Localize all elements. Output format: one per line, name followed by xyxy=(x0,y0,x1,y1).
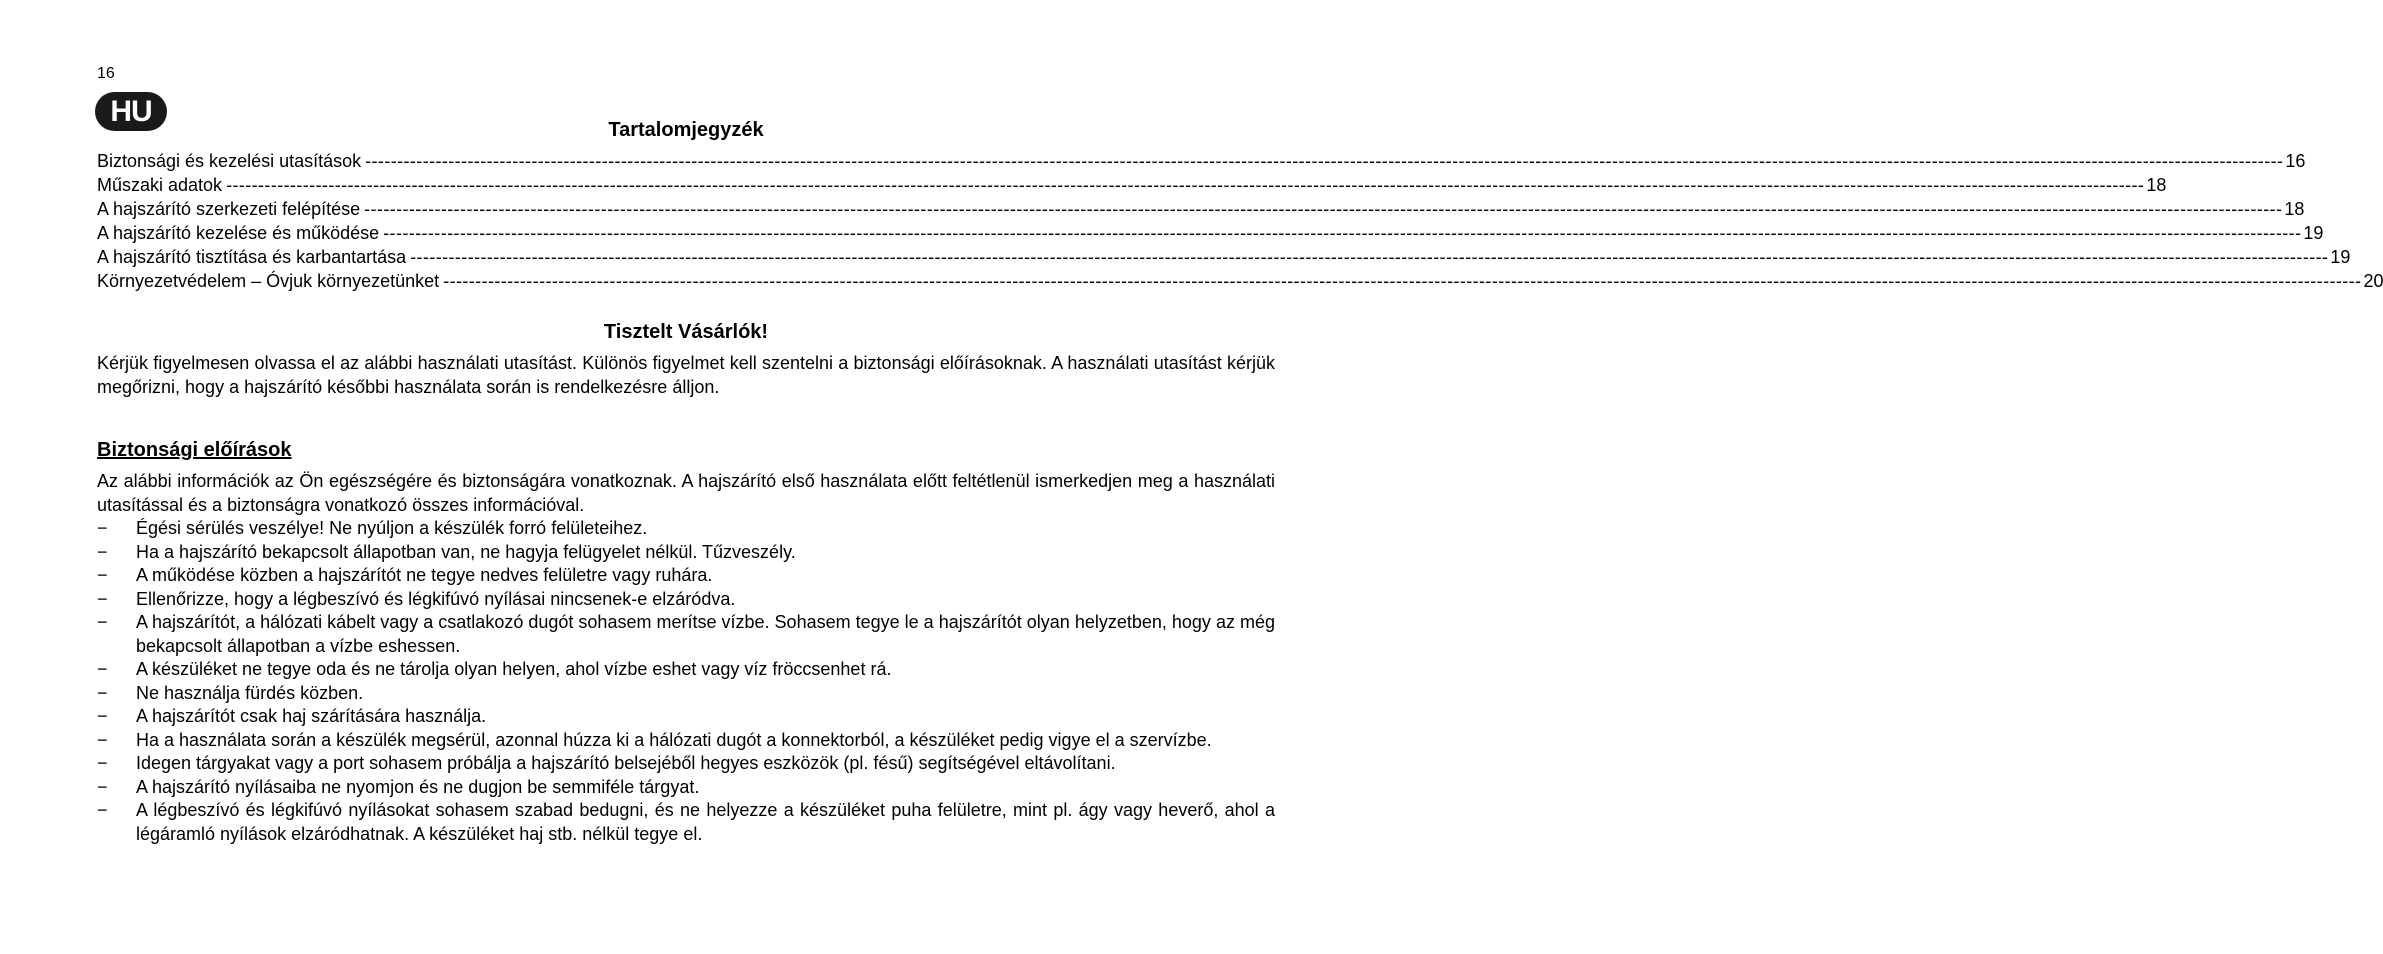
bullet-dash-icon: − xyxy=(97,706,108,726)
safety-list-item xyxy=(97,729,1275,753)
toc-entry-page: 20 xyxy=(2363,271,2383,291)
safety-item-text: Ne használja fürdés közben. xyxy=(136,682,364,703)
toc-leader-dashes: ------------------------------------------------------------------------------------------------------------------------------------------------------------------------------------------------------------------------------------------------------------------------------------------------------------ xyxy=(383,223,2302,243)
bullet-dash-icon: − xyxy=(97,659,108,679)
toc-entry-page: 18 xyxy=(2146,175,2167,195)
safety-item-text: A készüléket ne tegye oda és ne tárolja olyan helyen, ahol vízbe eshet vagy víz fröccsenhet rá. xyxy=(136,659,892,679)
toc-title: Tartalomjegyzék xyxy=(608,119,764,141)
toc-leader-dashes: ------------------------------------------------------------------------------------------------------------------------------------------------------------------------------------------------------------------------------------------------------------------------------------------------------------ xyxy=(226,175,2145,195)
bullet-dash-icon: − xyxy=(97,518,108,538)
bullet-dash-icon: − xyxy=(97,612,108,632)
safety-list-item xyxy=(97,776,1275,800)
safety-item-text: Ha a használata során a készülék megsérül, azonnal húzza ki a hálózati dugót a konnektorból, a készüléket pedig vigye el a szervízbe. xyxy=(136,729,1212,750)
safety-item-text: Ha a hajszárító bekapcsolt állapotban van, ne hagyja felügyelet nélkül. Tűzveszély. xyxy=(136,541,796,562)
bullet-dash-icon: − xyxy=(97,565,108,585)
greeting-title: Tisztelt Vásárlók! xyxy=(603,321,769,343)
safety-item-text: A hajszárítót, a hálózati kábelt vagy a csatlakozó dugót sohasem merítse vízbe. Sohasem tegye le a hajszárítót olyan helyzetben, hogy az még bekapcsolt állapotban a vízbe eshessen. xyxy=(136,612,1275,656)
safety-item-text: A hajszárító nyílásaiba ne nyomjon és ne dugjon be semmiféle tárgyat. xyxy=(136,776,700,797)
document-body xyxy=(97,117,2383,846)
toc-entry-page: 19 xyxy=(2330,247,2351,267)
safety-intro-paragraph: Az alábbi információk az Ön egészségére és biztonságára vonatkoznak. A hajszárító első használata előtt feltétlenül ismerkedjen meg a használati utasítással és a biztonságra vonatkozó összes információval. xyxy=(97,471,1275,515)
safety-list-item xyxy=(97,658,1275,682)
bullet-dash-icon: − xyxy=(97,776,108,797)
toc-entry-title: Műszaki adatok xyxy=(97,175,223,195)
toc-entry xyxy=(97,245,2351,269)
toc-entry-title: A hajszárító tisztítása és karbantartása xyxy=(97,247,407,267)
toc-leader-dashes: ------------------------------------------------------------------------------------------------------------------------------------------------------------------------------------------------------------------------------------------------------------------------------------------------------------ xyxy=(443,271,2362,291)
bullet-dash-icon: − xyxy=(97,800,108,820)
safety-item-text: Idegen tárgyakat vagy a port sohasem próbálja a hajszárító belsejéből hegyes eszközök (pl. fésű) segítségével eltávolítani. xyxy=(136,753,1116,773)
safety-list-item xyxy=(97,541,1275,565)
safety-list-item xyxy=(97,799,1275,846)
toc-entry-title: A hajszárító kezelése és működése xyxy=(97,223,380,243)
safety-heading: Biztonsági előírások xyxy=(97,439,292,461)
safety-list-item xyxy=(97,517,1275,541)
bullet-dash-icon: − xyxy=(97,588,108,609)
bullet-dash-icon: − xyxy=(97,753,108,773)
language-badge: HU xyxy=(95,92,167,131)
toc-entry-title: Biztonsági és kezelési utasítások xyxy=(97,151,362,171)
toc-entry xyxy=(97,269,2383,293)
safety-item-text: A légbeszívó és légkifúvó nyílásokat sohasem szabad bedugni, és ne helyezze a készüléket puha felületre, mint pl. ágy vagy heverő, ahol a légáramló nyílások elzáródhatnak. A készüléket haj stb. nélkül tegye el. xyxy=(136,800,1275,844)
toc-entry-title: Környezetvédelem – Óvjuk környezetünket xyxy=(97,271,440,291)
toc-entry-page: 19 xyxy=(2303,223,2324,243)
toc-leader-dashes: ------------------------------------------------------------------------------------------------------------------------------------------------------------------------------------------------------------------------------------------------------------------------------------------------------------ xyxy=(410,247,2329,267)
toc-entry-title: A hajszárító szerkezeti felépítése xyxy=(97,199,361,219)
bullet-dash-icon: − xyxy=(97,682,108,703)
safety-item-text: A hajszárítót csak haj szárítására használja. xyxy=(136,706,487,726)
bullet-dash-icon: − xyxy=(97,541,108,562)
page-number: 16 xyxy=(97,65,115,82)
safety-list-item xyxy=(97,705,1275,729)
toc-leader-dashes: ------------------------------------------------------------------------------------------------------------------------------------------------------------------------------------------------------------------------------------------------------------------------------------------------------------ xyxy=(365,151,2284,171)
safety-list-item xyxy=(97,564,1275,588)
intro-paragraph: Kérjük figyelmesen olvassa el az alábbi használati utasítást. Különös figyelmet kell szentelni a biztonsági előírásoknak. A használati utasítást kérjük megőrizni, hogy a hajszárító későbbi használata során is rendelkezésre álljon. xyxy=(97,353,1275,397)
toc-leader-dashes: ------------------------------------------------------------------------------------------------------------------------------------------------------------------------------------------------------------------------------------------------------------------------------------------------------------ xyxy=(364,199,2283,219)
table-of-contents xyxy=(97,149,2383,293)
toc-entry xyxy=(97,173,2167,197)
toc-entry xyxy=(97,149,2306,173)
toc-entry-page: 18 xyxy=(2284,199,2305,219)
safety-item-text: Ellenőrizze, hogy a légbeszívó és légkifúvó nyílásai nincsenek-e elzáródva. xyxy=(136,588,736,609)
bullet-dash-icon: − xyxy=(97,729,108,750)
toc-entry xyxy=(97,221,2324,245)
toc-entry xyxy=(97,197,2305,221)
safety-item-text: Égési sérülés veszélye! Ne nyúljon a készülék forró felületeihez. xyxy=(136,518,648,538)
safety-list xyxy=(97,517,1275,846)
safety-list-item xyxy=(97,588,1275,612)
toc-entry-page: 16 xyxy=(2285,151,2306,171)
safety-list-item xyxy=(97,752,1275,776)
safety-item-text: A működése közben a hajszárítót ne tegye nedves felületre vagy ruhára. xyxy=(136,565,713,585)
safety-list-item xyxy=(97,611,1275,658)
safety-list-item xyxy=(97,682,1275,706)
